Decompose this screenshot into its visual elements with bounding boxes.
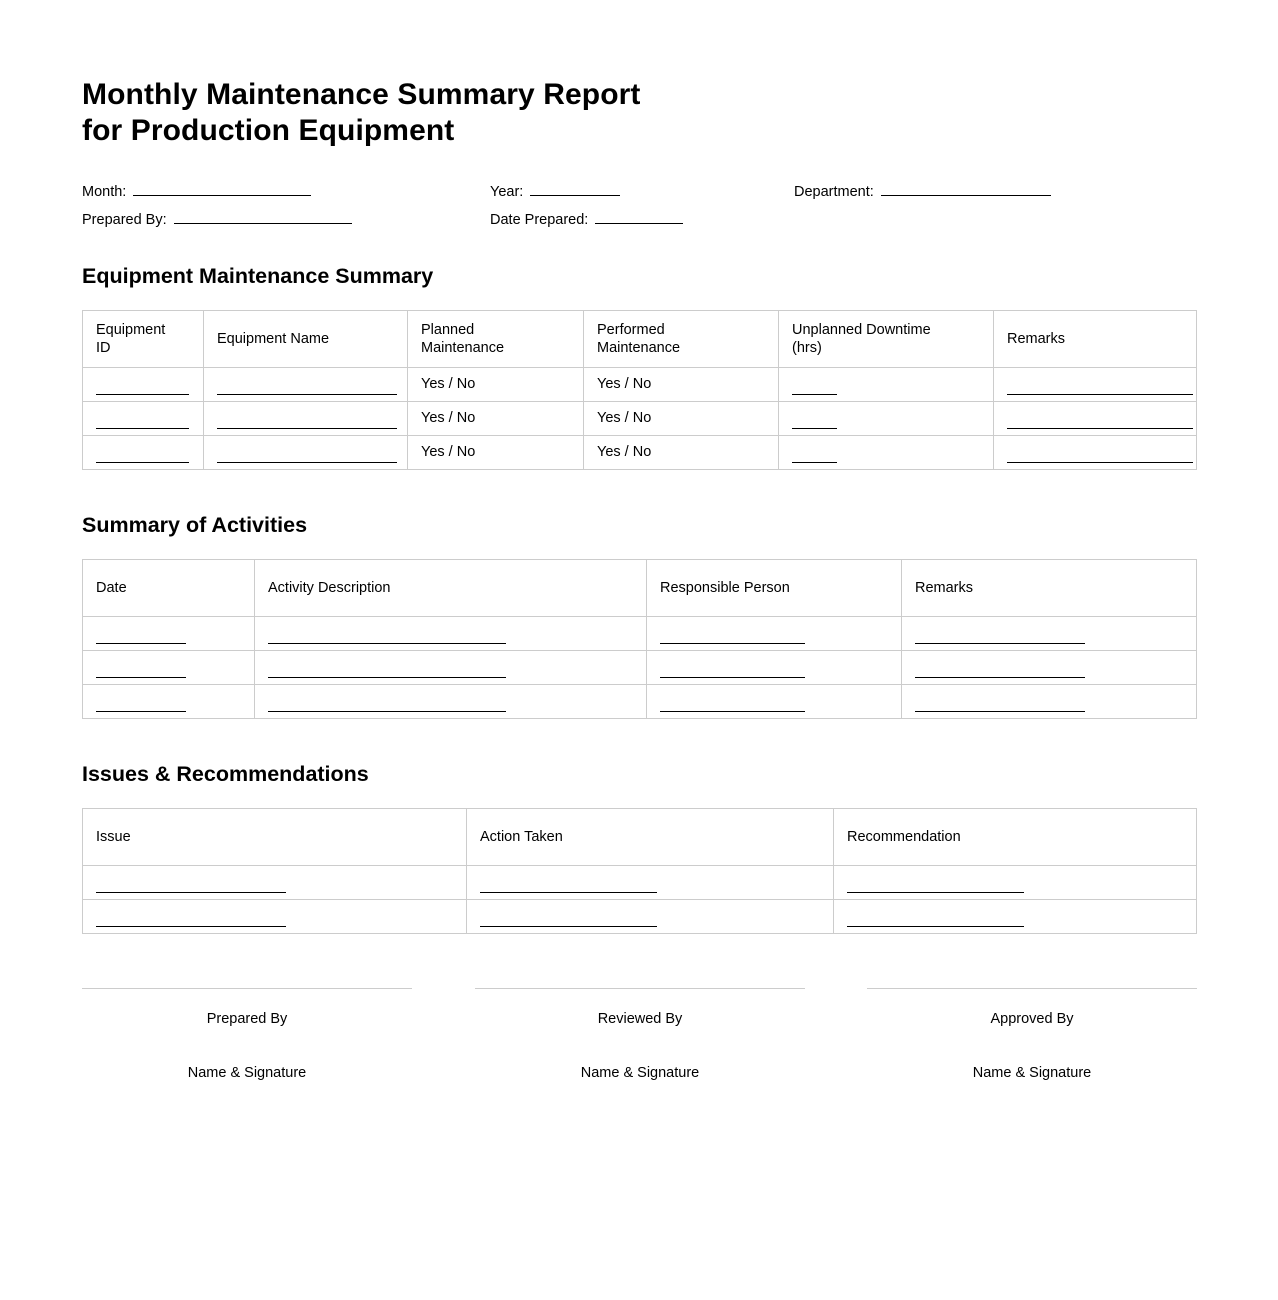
header-text: Maintenance: [597, 340, 681, 356]
cell-action-taken[interactable]: [467, 900, 834, 934]
column-header-recommendation: [834, 809, 1197, 866]
signature-block-reviewed-by: [475, 988, 805, 1082]
table-row: [83, 651, 1197, 685]
document-body: [82, 0, 1196, 1108]
header-text: Remarks: [1007, 331, 1066, 347]
header-text: Equipment Name: [217, 331, 330, 347]
equipment-id-input[interactable]: [96, 462, 189, 463]
recommendation-input[interactable]: [847, 926, 1024, 927]
equipment-id-input[interactable]: [96, 428, 189, 429]
activity-description-input[interactable]: [268, 711, 506, 712]
cell-planned-maintenance[interactable]: [408, 368, 584, 402]
issues-recommendations-table: [82, 808, 1197, 934]
activity-description-input[interactable]: [268, 677, 506, 678]
cell-equipment-id[interactable]: [83, 436, 204, 470]
recommendation-input[interactable]: [847, 892, 1024, 893]
cell-activity-description[interactable]: [255, 685, 647, 719]
responsible-person-input[interactable]: [660, 711, 805, 712]
remarks-input[interactable]: [1007, 462, 1193, 463]
header-text: Date: [96, 580, 127, 596]
section-heading-equipment: Equipment Maintenance Summary: [82, 264, 434, 288]
table-header-row: [83, 560, 1197, 617]
signature-name-caption: Name & Signature: [580, 1065, 700, 1081]
equipment-name-input[interactable]: [217, 428, 397, 429]
cell-date[interactable]: [83, 685, 255, 719]
signature-name-caption: Name & Signature: [187, 1065, 307, 1081]
responsible-person-input[interactable]: [660, 643, 805, 644]
column-header-issue: [83, 809, 467, 866]
header-text: ID: [96, 340, 111, 356]
field-department-label: Department:: [794, 184, 874, 200]
cell-equipment-name[interactable]: [204, 368, 408, 402]
cell-responsible-person[interactable]: [647, 685, 902, 719]
date-input[interactable]: [96, 643, 186, 644]
signature-block-prepared-by: [82, 988, 412, 1082]
cell-performed-maintenance[interactable]: [584, 368, 779, 402]
header-text: Activity Description: [268, 580, 391, 596]
cell-remarks[interactable]: [994, 402, 1197, 436]
cell-equipment-name[interactable]: [204, 402, 408, 436]
header-text: Remarks: [915, 580, 974, 596]
equipment-name-input[interactable]: [217, 394, 397, 395]
cell-unplanned-downtime[interactable]: [779, 368, 994, 402]
column-header-performed-maintenance: [584, 311, 779, 368]
unplanned-downtime-input[interactable]: [792, 428, 837, 429]
column-header-planned-maintenance: [408, 311, 584, 368]
performed-maintenance-choice[interactable]: Yes / No: [597, 410, 652, 426]
cell-equipment-name[interactable]: [204, 436, 408, 470]
cell-remarks[interactable]: [994, 368, 1197, 402]
field-prepared-by-label: Prepared By:: [82, 212, 167, 228]
signature-rule: [867, 988, 1197, 989]
cell-performed-maintenance[interactable]: [584, 436, 779, 470]
field-month-input[interactable]: [133, 182, 311, 196]
signature-rule: [475, 988, 805, 989]
cell-recommendation[interactable]: [834, 866, 1197, 900]
cell-action-taken[interactable]: [467, 866, 834, 900]
planned-maintenance-choice[interactable]: Yes / No: [421, 444, 476, 460]
header-text: Responsible Person: [660, 580, 790, 596]
performed-maintenance-choice[interactable]: Yes / No: [597, 376, 652, 392]
activity-description-input[interactable]: [268, 643, 506, 644]
field-department-input[interactable]: [881, 182, 1051, 196]
planned-maintenance-choice[interactable]: Yes / No: [421, 410, 476, 426]
signature-role-label: Reviewed By: [597, 1011, 683, 1027]
remarks-input[interactable]: [915, 677, 1085, 678]
remarks-input[interactable]: [1007, 428, 1193, 429]
field-department: [794, 179, 1051, 205]
field-prepared-by: [82, 207, 352, 233]
cell-recommendation[interactable]: [834, 900, 1197, 934]
issue-input[interactable]: [96, 892, 286, 893]
table-row: [83, 685, 1197, 719]
field-prepared-by-input[interactable]: [174, 210, 352, 224]
cell-equipment-id[interactable]: [83, 402, 204, 436]
remarks-input[interactable]: [1007, 394, 1193, 395]
responsible-person-input[interactable]: [660, 677, 805, 678]
header-text: Recommendation: [847, 829, 961, 845]
page-title: [82, 0, 1196, 149]
cell-date[interactable]: [83, 651, 255, 685]
cell-responsible-person[interactable]: [647, 651, 902, 685]
cell-remarks[interactable]: [902, 617, 1197, 651]
header-text: Issue: [96, 829, 131, 845]
table-header-row: [83, 809, 1197, 866]
column-header-remarks: [902, 560, 1197, 617]
section-heading-activities: Summary of Activities: [82, 513, 308, 537]
header-text: (hrs): [792, 340, 822, 356]
header-text: Unplanned Downtime: [792, 322, 931, 338]
remarks-input[interactable]: [915, 643, 1085, 644]
cell-responsible-person[interactable]: [647, 617, 902, 651]
equipment-id-input[interactable]: [96, 394, 189, 395]
cell-remarks[interactable]: [902, 685, 1197, 719]
action-taken-input[interactable]: [480, 926, 657, 927]
cell-date[interactable]: [83, 617, 255, 651]
cell-activity-description[interactable]: [255, 617, 647, 651]
cell-unplanned-downtime[interactable]: [779, 436, 994, 470]
column-header-date: [83, 560, 255, 617]
signature-role-label: Prepared By: [206, 1011, 288, 1027]
column-header-action-taken: [467, 809, 834, 866]
cell-remarks[interactable]: [902, 651, 1197, 685]
unplanned-downtime-input[interactable]: [792, 394, 837, 395]
table-row: [83, 900, 1197, 934]
cell-planned-maintenance[interactable]: [408, 436, 584, 470]
signature-role-label: Approved By: [990, 1011, 1074, 1027]
field-date-prepared: [490, 207, 683, 233]
remarks-input[interactable]: [915, 711, 1085, 712]
field-month-label: Month:: [82, 184, 127, 200]
equipment-maintenance-table: [82, 310, 1197, 470]
header-text: Action Taken: [480, 829, 563, 845]
table-row: [83, 402, 1197, 436]
signature-rule: [82, 988, 412, 989]
column-header-activity-description: [255, 560, 647, 617]
equipment-name-input[interactable]: [217, 462, 397, 463]
field-date-prepared-label: Date Prepared:: [490, 212, 589, 228]
signature-section: [82, 988, 1196, 1108]
date-input[interactable]: [96, 677, 186, 678]
table-row: [83, 617, 1197, 651]
cell-activity-description[interactable]: [255, 651, 647, 685]
cell-issue[interactable]: [83, 866, 467, 900]
column-header-equipment-name: [204, 311, 408, 368]
field-month: [82, 179, 311, 205]
date-input[interactable]: [96, 711, 186, 712]
field-year: [490, 179, 620, 205]
cell-remarks[interactable]: [994, 436, 1197, 470]
header-text: Performed: [597, 322, 665, 338]
cell-equipment-id[interactable]: [83, 368, 204, 402]
section-heading-issues: Issues & Recommendations: [82, 762, 369, 786]
issue-input[interactable]: [96, 926, 286, 927]
header-text: Planned: [421, 322, 475, 338]
action-taken-input[interactable]: [480, 892, 657, 893]
column-header-unplanned-downtime: [779, 311, 994, 368]
unplanned-downtime-input[interactable]: [792, 462, 837, 463]
page-title-line-1: Monthly Maintenance Summary Report: [82, 78, 641, 111]
field-year-label: Year:: [490, 184, 524, 200]
column-header-remarks: [994, 311, 1197, 368]
cell-performed-maintenance[interactable]: [584, 402, 779, 436]
header-text: Equipment: [96, 322, 166, 338]
summary-of-activities-table: [82, 559, 1197, 719]
signature-block-approved-by: [867, 988, 1197, 1082]
report-meta-fields: [82, 179, 1196, 233]
column-header-equipment-id: [83, 311, 204, 368]
field-date-prepared-input[interactable]: [595, 210, 683, 224]
planned-maintenance-choice[interactable]: Yes / No: [421, 376, 476, 392]
table-header-row: [83, 311, 1197, 368]
cell-issue[interactable]: [83, 900, 467, 934]
table-row: [83, 866, 1197, 900]
column-header-responsible-person: [647, 560, 902, 617]
table-row: [83, 436, 1197, 470]
page-title-line-2: for Production Equipment: [82, 114, 455, 147]
cell-planned-maintenance[interactable]: [408, 402, 584, 436]
cell-unplanned-downtime[interactable]: [779, 402, 994, 436]
performed-maintenance-choice[interactable]: Yes / No: [597, 444, 652, 460]
table-row: [83, 368, 1197, 402]
signature-name-caption: Name & Signature: [972, 1065, 1092, 1081]
field-year-input[interactable]: [530, 182, 620, 196]
header-text: Maintenance: [421, 340, 505, 356]
